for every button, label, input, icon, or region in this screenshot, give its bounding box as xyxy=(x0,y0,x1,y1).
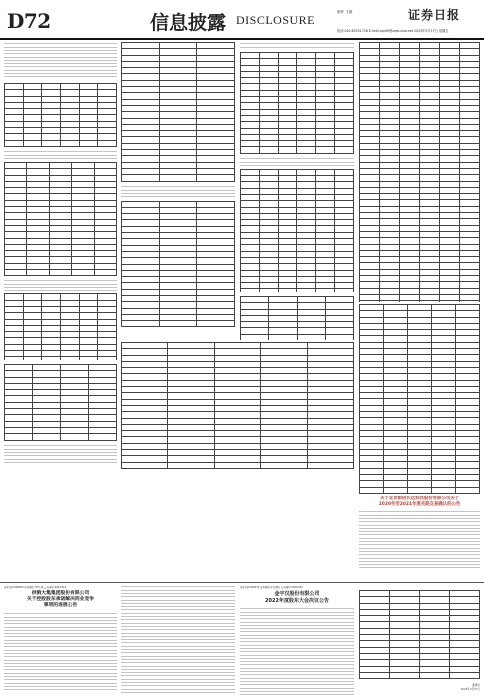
data-table-9 xyxy=(121,342,354,469)
table-cell xyxy=(420,672,450,678)
column-4-upper xyxy=(359,42,480,302)
table-row xyxy=(5,140,117,146)
table-cell xyxy=(297,289,316,292)
table-row xyxy=(241,289,354,292)
wide-table-area xyxy=(121,342,354,482)
table-cell xyxy=(450,672,480,678)
table-cell xyxy=(384,487,408,493)
table-cell xyxy=(408,487,432,493)
table-cell xyxy=(23,140,42,146)
announcement-2-title-line2: 2022年度股东大会决议公告 xyxy=(265,597,329,604)
table-cell xyxy=(72,270,94,276)
paragraph-block xyxy=(121,185,235,199)
announcement-3 xyxy=(359,496,480,586)
data-table-4 xyxy=(121,42,235,182)
table-cell xyxy=(98,357,117,360)
data-table-5 xyxy=(121,201,235,328)
table-cell xyxy=(316,289,335,292)
table-cell xyxy=(241,289,260,292)
announcement-1-title-line1: 供销大集集团股份有限公司 xyxy=(31,591,90,596)
data-table-1 xyxy=(4,83,117,147)
signature: 董事会 xyxy=(472,684,480,688)
column-1-upper xyxy=(4,42,117,360)
table-row xyxy=(5,270,117,276)
announcement-1-title-line2: 关于控股股东承诺解决同业竞争 xyxy=(26,597,95,602)
table-row xyxy=(241,147,354,153)
table-cell xyxy=(122,462,168,468)
table-cell xyxy=(23,357,42,360)
newspaper-logo: 证券日报 xyxy=(408,8,461,22)
table-cell xyxy=(259,289,278,292)
table-cell xyxy=(168,462,214,468)
table-row xyxy=(360,301,480,302)
table-cell xyxy=(197,175,235,181)
table-cell xyxy=(42,140,61,146)
table-row xyxy=(360,672,480,678)
editor-credit: 制作 王婧 xyxy=(337,10,353,14)
table-cell xyxy=(33,434,61,440)
table-cell xyxy=(307,462,353,468)
column-2-upper xyxy=(121,42,235,342)
paragraph-block xyxy=(359,510,480,570)
announcement-1-code: 证券代码:000564 证券简称:*ST大集 公告编号:2023-015 xyxy=(4,586,67,589)
section-title-en: DISCLOSURE xyxy=(236,13,316,27)
announcement-2-code: 证券代码:002271 证券简称:东方雨虹 公告编号:2023-012 xyxy=(240,586,303,589)
table-cell xyxy=(456,487,480,493)
table-cell xyxy=(261,462,307,468)
header-contact-date: 电话:010-83251716 E-mail:zqrb9@zqrb.sina.net 2023年3月17日 星期五 xyxy=(337,29,449,33)
table-cell xyxy=(335,289,354,292)
table-cell xyxy=(278,289,297,292)
table-cell xyxy=(278,147,297,153)
announcement-2 xyxy=(240,585,354,697)
table-row xyxy=(5,357,117,360)
announcement-1-title-line3: 事项的进展公告 xyxy=(43,603,78,608)
paragraph-block xyxy=(4,150,117,160)
data-table-12 xyxy=(4,364,117,441)
announcement-2-title-line1: 金宇汉股份有限公司 xyxy=(274,591,320,597)
table-cell xyxy=(241,147,260,153)
paragraph-block xyxy=(4,279,117,291)
table-row xyxy=(122,175,235,181)
paragraph-block xyxy=(4,42,117,80)
data-table-13 xyxy=(359,590,480,679)
paragraph-block xyxy=(240,157,354,167)
table-cell xyxy=(49,270,71,276)
announcement-3-title-line2: 2020年至2021年度关联交易确认的公告 xyxy=(378,501,461,507)
column-3-mid xyxy=(240,296,354,340)
table-cell xyxy=(60,357,79,360)
table-cell xyxy=(197,321,235,327)
table-row xyxy=(360,487,480,493)
column-1-lower xyxy=(4,364,117,564)
table-cell xyxy=(269,334,297,340)
table-cell xyxy=(325,334,353,340)
table-cell xyxy=(122,321,160,327)
table-row xyxy=(122,462,354,468)
table-cell xyxy=(159,321,197,327)
data-table-6 xyxy=(240,52,354,154)
paragraph-block xyxy=(121,585,235,693)
data-table-10 xyxy=(240,296,354,340)
announcement-3-title-line1: 关于北京银信长远科技股份有限公司关于 xyxy=(379,496,460,501)
table-cell xyxy=(420,301,440,302)
data-table-11 xyxy=(359,304,480,494)
section-divider xyxy=(0,582,484,583)
table-cell xyxy=(297,334,325,340)
column-4-lower xyxy=(359,304,480,494)
table-cell xyxy=(98,140,117,146)
table-cell xyxy=(79,140,98,146)
announcement-1-continued xyxy=(121,585,235,697)
signature-date: 2023年3月17日 xyxy=(460,688,480,692)
paragraph-block xyxy=(240,607,354,695)
page-header xyxy=(0,0,484,40)
table-cell xyxy=(380,301,400,302)
table-cell xyxy=(60,140,79,146)
table-cell xyxy=(79,357,98,360)
paragraph-block xyxy=(4,444,117,464)
table-cell xyxy=(432,487,456,493)
table-cell xyxy=(400,301,420,302)
table-cell xyxy=(335,147,354,153)
column-3-upper xyxy=(240,42,354,292)
data-table-2 xyxy=(4,162,117,276)
table-cell xyxy=(27,270,49,276)
table-row xyxy=(5,434,117,440)
data-table-7 xyxy=(240,169,354,292)
table-cell xyxy=(5,357,24,360)
table-cell xyxy=(42,357,61,360)
data-table-3 xyxy=(4,293,117,360)
table-cell xyxy=(5,270,27,276)
table-cell xyxy=(122,175,160,181)
table-cell xyxy=(316,147,335,153)
table-cell xyxy=(259,147,278,153)
data-table-8 xyxy=(359,42,480,302)
table-row xyxy=(122,321,235,327)
table-cell xyxy=(214,462,260,468)
section-title-cn: 信息披露 xyxy=(150,12,227,34)
table-cell xyxy=(440,301,460,302)
paragraph-block xyxy=(4,612,117,690)
paragraph-block xyxy=(240,42,354,50)
table-cell xyxy=(5,434,33,440)
table-cell xyxy=(159,175,197,181)
table-row xyxy=(241,334,354,340)
table-cell xyxy=(94,270,116,276)
table-cell xyxy=(460,301,480,302)
announcement-1 xyxy=(4,585,117,697)
table-cell xyxy=(241,334,269,340)
table-cell xyxy=(297,147,316,153)
table-cell xyxy=(390,672,420,678)
page-number: D72 xyxy=(7,9,51,33)
table-cell xyxy=(360,672,390,678)
table-cell xyxy=(360,487,384,493)
table-cell xyxy=(360,301,380,302)
table-cell xyxy=(89,434,117,440)
table-cell xyxy=(5,140,24,146)
table-cell xyxy=(61,434,89,440)
column-4-bottom xyxy=(359,590,480,697)
